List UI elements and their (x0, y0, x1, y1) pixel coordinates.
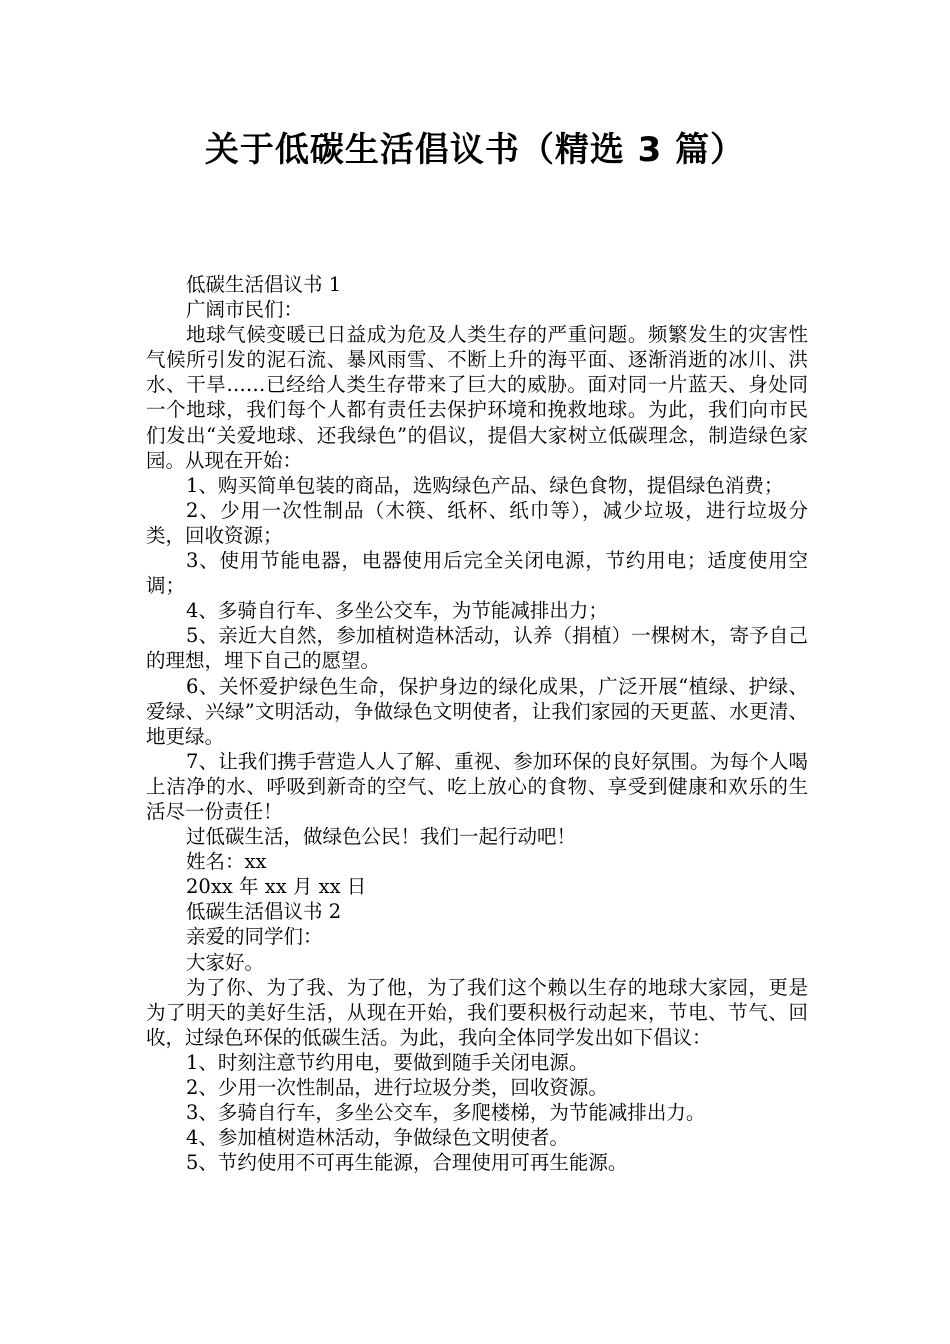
list-item: 3、使用节能电器，电器使用后完全关闭电源，节约用电；适度使用空调； (146, 549, 808, 598)
closing-line: 过低碳生活，做绿色公民！我们一起行动吧！ (186, 825, 577, 849)
list-item: 2、少用一次性制品，进行垃圾分类，回收资源。 (186, 1076, 608, 1099)
document-body (146, 272, 808, 1175)
list-item: 7、让我们携手营造人人了解、重视、参加环保的良好氛围。为每个人喝上洁净的水、呼吸到新奇的空气、吃上放心的食物、享受到健康和欢乐的生活尽一份责任！ (146, 749, 808, 823)
salutation: 亲爱的同学们： (186, 925, 323, 949)
list-item: 3、多骑自行车，多坐公交车，多爬楼梯，为节能减排出力。 (186, 1101, 706, 1125)
list-item: 5、亲近大自然，参加植树造林活动，认养（捐植）一棵树木，寄予自己的理想，埋下自己的愿望。 (146, 624, 808, 673)
salutation: 广阔市民们： (186, 298, 304, 322)
list-item: 6、关怀爱护绿色生命，保护身边的绿化成果，广泛开展“植绿、护绿、爱绿、兴绿”文明活动，争做绿色文明使者，让我们家园的天更蓝、水更清、地更绿。 (146, 674, 808, 748)
section-heading: 低碳生活倡议书 2 (186, 900, 342, 924)
signature-date: 20xx 年 xx 月 xx 日 (186, 875, 367, 899)
section-heading: 低碳生活倡议书 1 (186, 273, 342, 296)
list-item: 1、购买简单包装的商品，选购绿色产品、绿色食物，提倡绿色消费； (186, 473, 784, 497)
paragraph: 地球气候变暖已日益成为危及人类生存的严重问题。频繁发生的灾害性气候所引发的泥石流、暴风雨雪、不断上升的海平面、逐渐消逝的冰川、洪水、干旱……已经给人类生存带来了巨大的威胁。面对同一片蓝天、身处同一个地球，我们每个人都有责任去保护环境和挽救地球。为此，我们向市民们发出“关爱地球、还我绿色”的倡议，提倡大家树立低碳理念，制造绿色家园。从现在开始： (146, 323, 808, 472)
list-item: 2、少用一次性制品（木筷、纸杯、纸巾等），减少垃圾，进行垃圾分类，回收资源； (146, 498, 808, 547)
list-item: 1、时刻注意节约用电，要做到随手关闭电源。 (186, 1050, 589, 1074)
document-title: 关于低碳生活倡议书（精选 3 篇） (204, 130, 746, 170)
list-item: 4、多骑自行车、多坐公交车，为节能减排出力； (186, 599, 608, 623)
list-item: 4、参加植树造林活动，争做绿色文明使者。 (186, 1126, 569, 1150)
greeting: 大家好。 (186, 950, 265, 974)
signature-name: 姓名：xx (186, 850, 267, 874)
list-item: 5、节约使用不可再生能源，合理使用可再生能源。 (186, 1151, 628, 1175)
paragraph: 为了你、为了我、为了他，为了我们这个赖以生存的地球大家园，更是为了明天的美好生活，从现在开始，我们要积极行动起来，节电、节气、回收，过绿色环保的低碳生活。为此，我向全体同学发出如下倡议： (146, 975, 808, 1049)
